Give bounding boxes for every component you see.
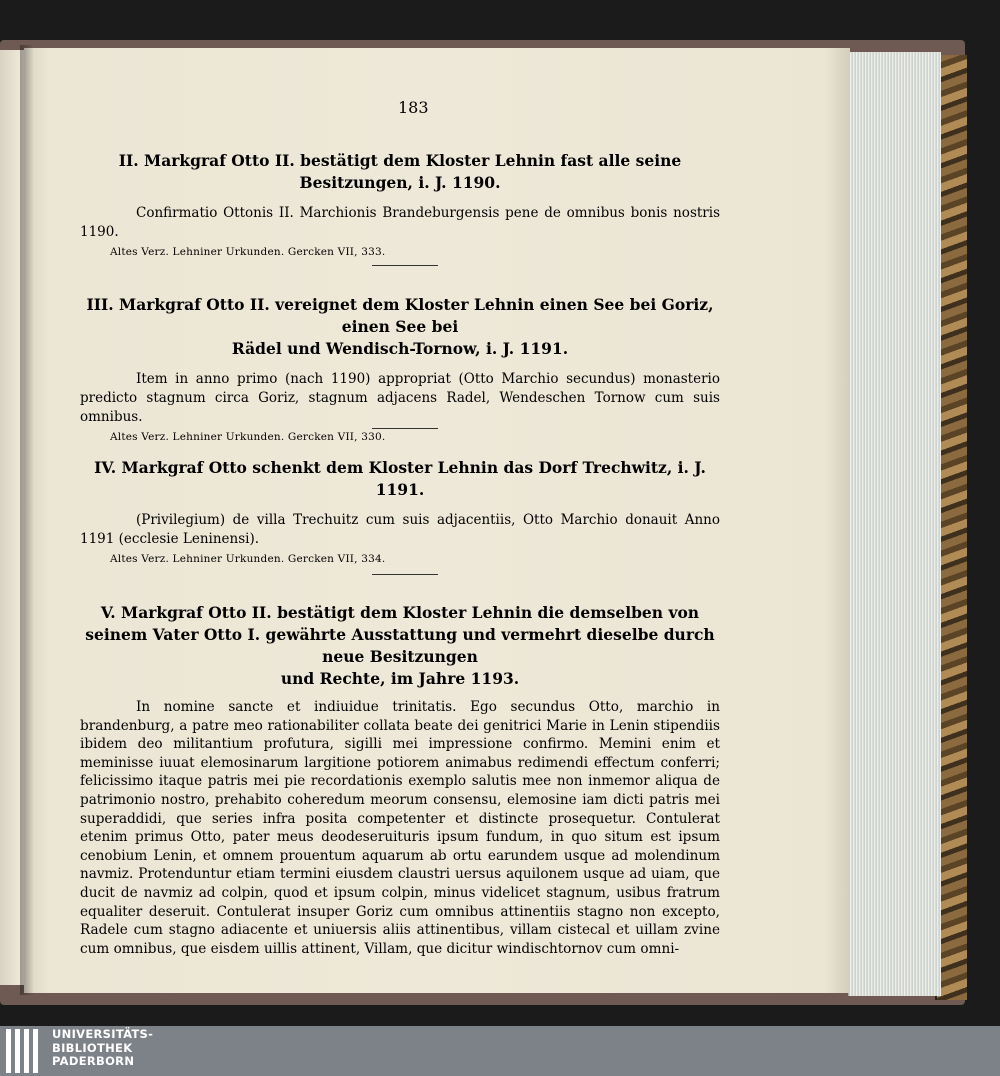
section-2-text: Confirmatio Ottonis II. Marchionis Brandeburgensis pene de omnibus bonis nostris 1190.: [80, 205, 720, 240]
separator-rule: [372, 428, 438, 429]
separator-rule: [372, 265, 438, 266]
separator-rule: [372, 574, 438, 575]
section-5-text: In nomine sancte et indiuidue trinitatis. Ego secundus Otto, marchio in brandenburg, a patre meo rationabiliter collata beate dei genitrici Marie in Lenin stipendiis ibidem deo militantium profutura, sigilli mei impressione confirmo. Memini enim et meminisse iuuat elemosinarum largitione potiorem animabus redimendi effectum conferri; felicissimo itaque patris mei pie recordationis exemplo salutis mee non inmemor aliqua de patrimonio nostro, prehabito coheredum meorum consensu, elemosine iam dicti patris mei superaddidi, que series infra posita competenter et distincte prosequetur. Contulerat etenim primus Otto, pater meus deodeseruituris ipsum fundum, in quo situm est ipsum cenobium Lenin, et omnem prouentum aquarum ab ortu earundem usque ad molendinum navmiz. Protenduntur etiam termini eiusdem claustri uersus aquilonem usque ad uiam, que ducit de navmiz ad colpin, quod et ipsum colpin, minus videlicet stagnum, usibus fratrum equaliter deseruit. Contulerat insuper Goriz cum omnibus attinentiis stagno non excepto, Radele cum stagno adiacente et uniuersis aliis attinentibus, villam cistecal et uillam zvine cum omnibus, que eisdem uillis attinent, Villam, que dicitur windischtornov cum omni-: [80, 699, 720, 957]
section-3: [80, 294, 720, 443]
footer-bar: [0, 1026, 1000, 1076]
section-5: [80, 602, 720, 958]
section-5-heading-line-1: V. Markgraf Otto II. bestätigt dem Kloster Lehnin die demselben von: [100, 603, 700, 622]
library-name: [52, 1028, 153, 1069]
section-2-source: Altes Verz. Lehniner Urkunden. Gercken VII, 333.: [110, 246, 386, 258]
section-3-text: Item in anno primo (nach 1190) appropriat (Otto Marchio secundus) monasterio predicto stagnum circa Goriz, stagnum adjacens Radel, Wendeschen Tornow cum suis omnibus.: [80, 371, 720, 425]
section-5-heading-line-3: und Rechte, im Jahre 1193.: [280, 669, 520, 688]
page-number: 183: [398, 98, 429, 117]
library-name-line: UNIVERSITÄTS-: [52, 1027, 154, 1041]
section-3-heading-line-1: III. Markgraf Otto II. vereignet dem Kloster Lehnin einen See bei Goriz, einen See bei: [86, 295, 714, 336]
section-3-source: Altes Verz. Lehniner Urkunden. Gercken VII, 330.: [110, 431, 386, 443]
section-4: [80, 457, 720, 565]
page-block-edge: [848, 52, 941, 996]
section-4-heading: IV. Markgraf Otto schenkt dem Kloster Lehnin das Dorf Trechwitz, i. J. 1191.: [94, 458, 706, 499]
section-4-text: (Privilegium) de villa Trechuitz cum suis adjacentiis, Otto Marchio donauit Anno 1191 (ecclesie Leninensi).: [80, 512, 720, 547]
page-gutter: [20, 45, 34, 995]
section-3-heading-line-2: Rädel und Wendisch-Tornow, i. J. 1191.: [231, 339, 569, 358]
library-name-line: BIBLIOTHEK: [52, 1040, 133, 1055]
section-4-source: Altes Verz. Lehniner Urkunden. Gercken VII, 334.: [110, 553, 386, 565]
library-logo-icon: [6, 1029, 46, 1073]
library-name-line: PADERBORN: [52, 1054, 135, 1068]
section-5-heading-line-2: seinem Vater Otto I. gewährte Ausstattung und vermehrt dieselbe durch neue Besitzungen: [85, 625, 715, 666]
section-2: [80, 150, 720, 258]
section-2-heading: II. Markgraf Otto II. bestätigt dem Kloster Lehnin fast alle seine Besitzungen, i. J. 1190.: [118, 151, 682, 192]
